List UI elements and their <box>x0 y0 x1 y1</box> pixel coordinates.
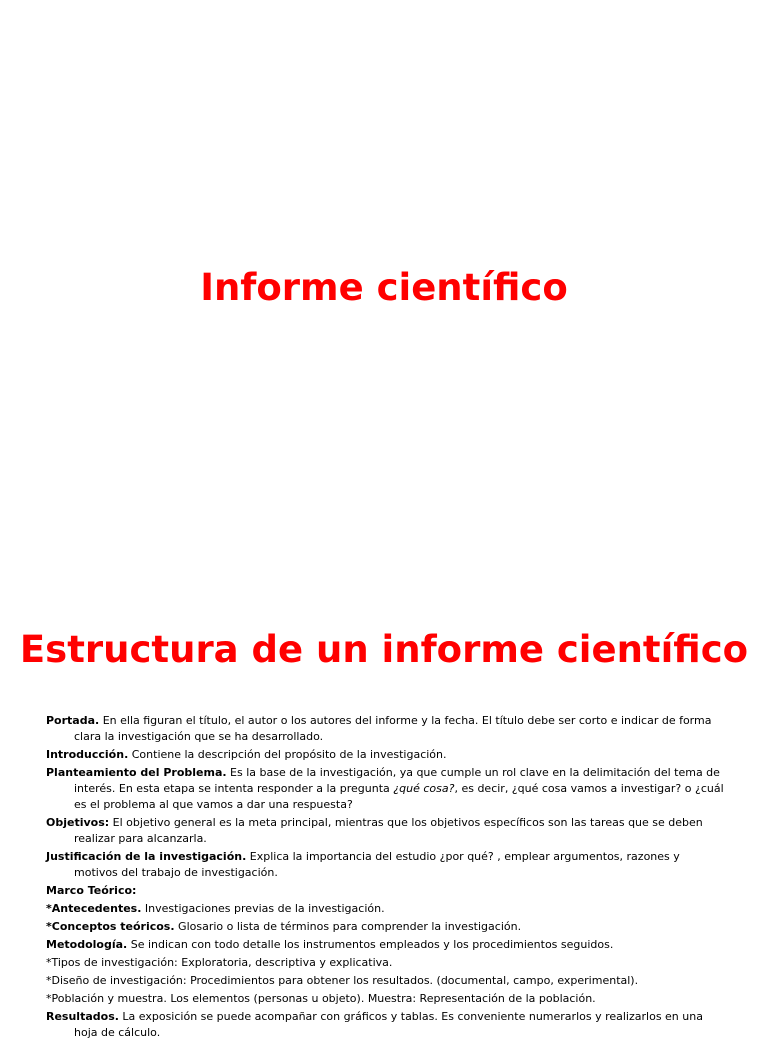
item-label: Introducción. <box>46 748 129 761</box>
item-label: Marco Teórico: <box>46 884 137 897</box>
list-item-antecedentes <box>46 901 726 917</box>
list-item-tipos <box>46 955 726 971</box>
list-item-conceptos <box>46 919 726 935</box>
item-text: Investigaciones previas de la investigación. <box>141 902 385 915</box>
list-item-marco-teorico <box>46 883 726 899</box>
item-label: *Antecedentes. <box>46 902 142 915</box>
item-label: *Conceptos teóricos. <box>46 920 175 933</box>
list-item-resultados <box>46 1009 726 1041</box>
list-item-diseno <box>46 973 726 989</box>
item-text: Es la base de la investigación, ya que cumple un rol clave en la delimitación del tema de interés. En esta etapa se intenta responder a la pregunta <box>74 766 720 795</box>
list-item-introduccion <box>46 747 726 763</box>
list-item-objetivos <box>46 815 726 847</box>
item-text: Contiene la descripción del propósito de la investigación. <box>128 748 447 761</box>
item-label: Planteamiento del Problema. <box>46 766 227 779</box>
slide-title: Informe científico <box>200 266 568 309</box>
list-item-metodologia <box>46 937 726 953</box>
item-text: *Diseño de investigación: Procedimientos para obtener los resultados. (documental, campo, experimental). <box>46 974 639 987</box>
item-label: Portada. <box>46 714 100 727</box>
structure-list <box>46 713 726 1043</box>
item-label: Metodología. <box>46 938 128 951</box>
item-text: La exposición se puede acompañar con gráficos y tablas. Es conveniente numerarlos y realizarlos en una hoja de cálculo. <box>74 1010 703 1039</box>
item-label: Justificación de la investigación. <box>46 850 247 863</box>
item-label: Objetivos: <box>46 816 110 829</box>
item-text: *Tipos de investigación: Exploratoria, descriptiva y explicativa. <box>46 956 393 969</box>
item-text: Explica la importancia del estudio ¿por qué? , emplear argumentos, razones y motivos del trabajo de investigación. <box>74 850 680 879</box>
list-item-justificacion <box>46 849 726 881</box>
section-title: Estructura de un informe científico <box>19 628 749 671</box>
list-item-portada <box>46 713 726 745</box>
list-item-planteamiento <box>46 765 726 813</box>
item-text: Se indican con todo detalle los instrumentos empleados y los procedimientos seguidos. <box>127 938 614 951</box>
list-item-poblacion <box>46 991 726 1007</box>
item-text-continued: , es decir, ¿qué cosa vamos a investigar? o ¿cuál es el problema al que vamos a dar una respuesta? <box>74 782 724 811</box>
item-text: Glosario o lista de términos para comprender la investigación. <box>174 920 522 933</box>
item-text: *Población y muestra. Los elementos (personas u objeto). Muestra: Representación de la población. <box>46 992 596 1005</box>
item-emphasis: ¿qué cosa? <box>393 782 455 795</box>
item-text: En ella figuran el título, el autor o los autores del informe y la fecha. El título debe ser corto e indicar de forma clara la investigación que se ha desarrollado. <box>74 714 712 743</box>
item-text: El objetivo general es la meta principal, mientras que los objetivos específicos son las tareas que se deben realizar para alcanzarla. <box>74 816 703 845</box>
item-label: Resultados. <box>46 1010 119 1023</box>
